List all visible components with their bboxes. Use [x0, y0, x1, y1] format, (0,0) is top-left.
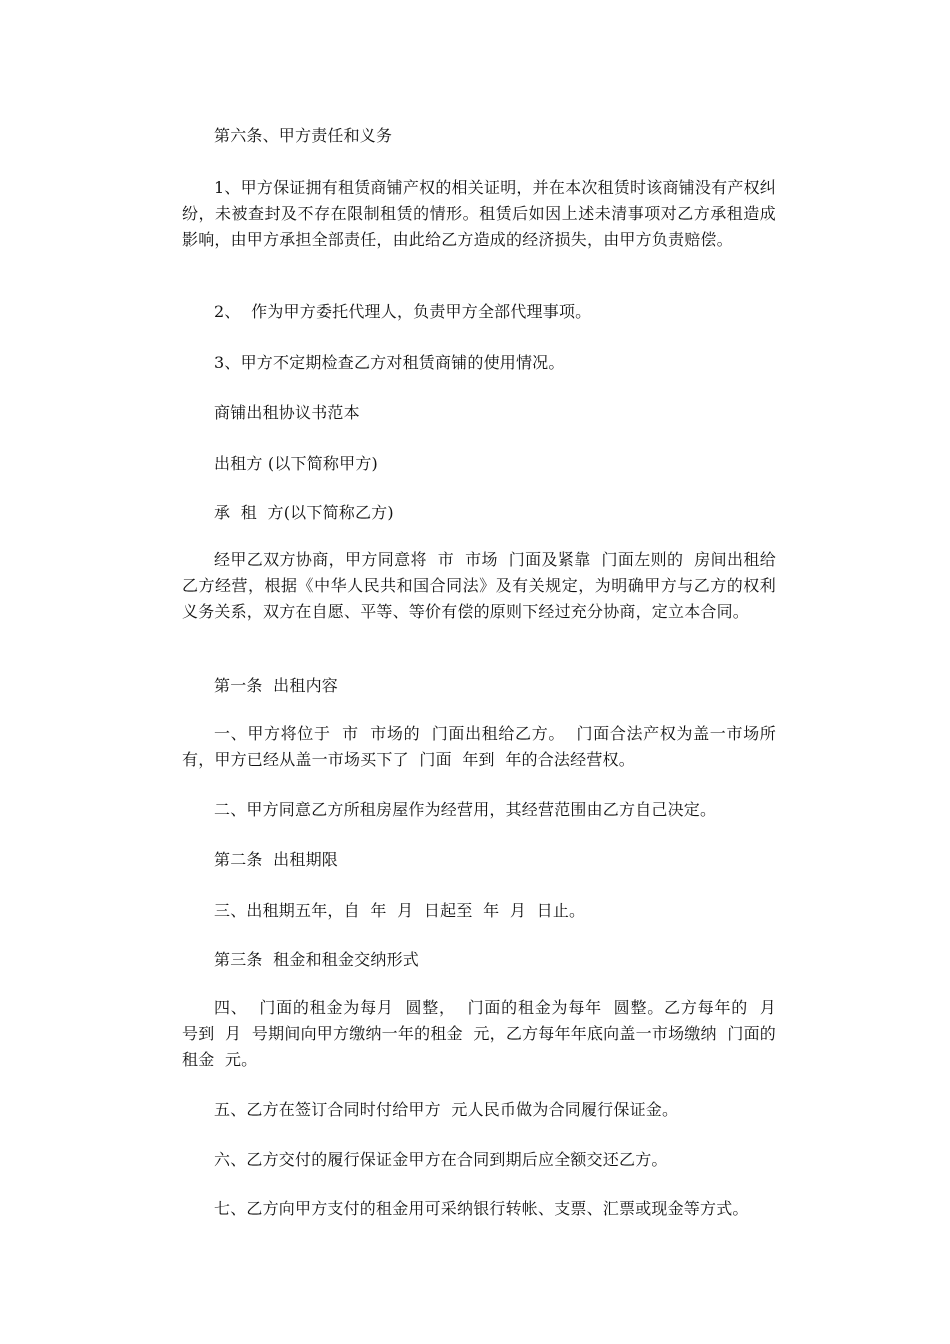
item-seven-paragraph: 七、乙方向甲方支付的租金用可采纳银行转帐、支票、汇票或现金等方式。: [214, 1199, 749, 1218]
lessor-line: 出租方 (以下简称甲方): [214, 454, 378, 473]
template-title: 商铺出租协议书范本: [214, 403, 360, 422]
item-three-paragraph: 三、出租期五年，自 年 月 日起至 年 月 日止。: [214, 901, 586, 920]
item-five-paragraph: 五、乙方在签订合同时付给甲方 元人民币做为合同履行保证金。: [214, 1100, 679, 1119]
article-three-heading: 第三条 租金和租金交纳形式: [214, 950, 419, 969]
preamble-paragraph: 经甲乙双方协商，甲方同意将 市 市场 门面及紧靠 门面左则的 房间出租给乙方经营，根据《中华人民共和国合同法》及有关规定，为明确甲方与乙方的权利义务关系，双方在自愿、平等、等价有偿的原则下经过充分协商，定立本合同。: [182, 550, 776, 621]
item-one-paragraph: 一、甲方将位于 市 市场的 门面出租给乙方。 门面合法产权为盖一市场所有，甲方已经从盖一市场买下了 门面 年到 年的合法经营权。: [182, 724, 776, 769]
article-two-heading: 第二条 出租期限: [214, 850, 338, 869]
clause-1-paragraph: 1、甲方保证拥有租赁商铺产权的相关证明，并在本次租赁时该商铺没有产权纠纷，未被查封及不存在限制租赁的情形。租赁后如因上述未清事项对乙方承租造成影响，由甲方承担全部责任，由此给乙方造成的经济损失，由甲方负责赔偿。: [182, 178, 776, 249]
section-six-heading: 第六条、甲方责任和义务: [214, 126, 393, 145]
item-two-paragraph: 二、甲方同意乙方所租房屋作为经营用，其经营范围由乙方自己决定。: [214, 800, 717, 819]
item-four-paragraph: 四、 门面的租金为每月 圆整， 门面的租金为每年 圆整。乙方每年的 月 号到 月 号期间向甲方缴纳一年的租金 元，乙方每年年底向盖一市场缴纳 门面的租金 元。: [182, 998, 787, 1069]
clause-2-paragraph: 2、 作为甲方委托代理人，负责甲方全部代理事项。: [214, 302, 592, 321]
lessee-line: 承 租 方(以下简称乙方): [214, 503, 394, 522]
item-six-paragraph: 六、乙方交付的履行保证金甲方在合同到期后应全额交还乙方。: [214, 1150, 668, 1169]
clause-3-paragraph: 3、甲方不定期检查乙方对租赁商铺的使用情况。: [214, 353, 565, 372]
article-one-heading: 第一条 出租内容: [214, 676, 338, 695]
